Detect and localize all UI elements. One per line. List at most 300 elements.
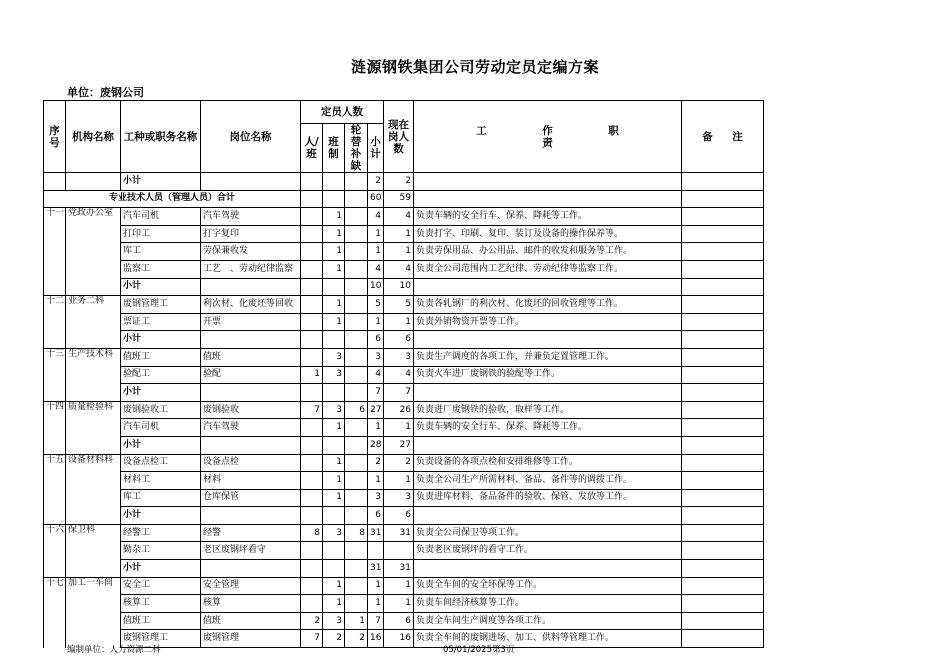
org-cell <box>66 542 121 560</box>
relief-cell <box>345 331 368 349</box>
org-cell: 质量检验科 <box>66 401 121 419</box>
table-row <box>44 348 764 366</box>
per-shift-cell <box>301 331 323 349</box>
remark-cell <box>682 313 764 331</box>
post-cell: 经警 <box>201 524 301 542</box>
seq-cell <box>44 331 66 349</box>
seq-cell: 十三 <box>44 348 66 366</box>
job-cell: 废钢管理工 <box>121 630 201 648</box>
post-cell <box>201 278 301 296</box>
post-cell: 材料 <box>201 472 301 490</box>
summary-label: 专业技术人员（管理人员）合计 <box>44 190 301 208</box>
seq-cell <box>44 560 66 578</box>
seq-cell <box>44 436 66 454</box>
duty-cell: 负责全车间的废钢进场、加工、供料等管理工作。 <box>414 630 682 648</box>
summary-row <box>44 190 764 208</box>
job-cell: 小计 <box>121 436 201 454</box>
remark-cell <box>682 507 764 525</box>
table-row <box>44 472 764 490</box>
footer-compiler: 编制单位：人力资源二科 <box>67 645 161 655</box>
table-row <box>44 524 764 542</box>
org-cell: 加工一车间 <box>66 577 121 595</box>
relief-cell <box>345 419 368 437</box>
post-cell: 核算 <box>201 595 301 613</box>
subtotal-cell: 10 <box>368 278 384 296</box>
org-cell <box>66 366 121 384</box>
post-cell: 汽车驾驶 <box>201 208 301 226</box>
subtotal-cell: 1 <box>368 577 384 595</box>
post-cell <box>201 331 301 349</box>
per-shift-cell <box>301 384 323 402</box>
remark-cell <box>682 401 764 419</box>
footer-date-page: 05/01/2025第3页 <box>443 645 515 655</box>
table-body <box>44 173 764 648</box>
header-post: 岗位名称 <box>201 101 301 173</box>
post-cell <box>201 384 301 402</box>
header-seq: 序号 <box>44 101 66 173</box>
remark-cell <box>682 612 764 630</box>
post-cell <box>201 560 301 578</box>
relief-cell: 8 <box>345 524 368 542</box>
org-cell <box>66 436 121 454</box>
job-cell: 小计 <box>121 331 201 349</box>
relief-cell <box>345 260 368 278</box>
header-quota: 定员人数 <box>301 101 384 124</box>
table-row <box>44 595 764 613</box>
table-row <box>44 489 764 507</box>
relief-cell <box>345 454 368 472</box>
job-cell: 票证工 <box>121 313 201 331</box>
remark-cell <box>682 225 764 243</box>
shift-cell <box>323 507 345 525</box>
shift-cell: 1 <box>323 296 345 314</box>
remark-cell <box>682 560 764 578</box>
post-cell: 工艺 、劳动纪律监察 <box>201 260 301 278</box>
per-shift-cell <box>301 436 323 454</box>
header-remark-char: 注 <box>732 130 743 143</box>
per-shift-cell <box>301 260 323 278</box>
post-cell: 废钢管理 <box>201 630 301 648</box>
post-cell: 安全管理 <box>201 577 301 595</box>
post-cell: 打字复印 <box>201 225 301 243</box>
current-cell: 26 <box>384 401 414 419</box>
current-cell: 4 <box>384 260 414 278</box>
post-cell <box>201 507 301 525</box>
duty-cell: 负责全公司保卫等项工作。 <box>414 524 682 542</box>
subtotal-cell: 3 <box>368 348 384 366</box>
current-cell: 2 <box>384 454 414 472</box>
per-shift-cell: 2 <box>301 612 323 630</box>
subtotal-cell: 31 <box>368 524 384 542</box>
seq-cell <box>44 489 66 507</box>
job-cell: 值班工 <box>121 348 201 366</box>
shift-cell <box>323 542 345 560</box>
remark-cell <box>682 296 764 314</box>
job-cell: 核算工 <box>121 595 201 613</box>
current-cell: 6 <box>384 331 414 349</box>
duty-cell: 负责打字、印刷、复印、装订及设备的操作保养等。 <box>414 225 682 243</box>
header-org: 机构名称 <box>66 101 121 173</box>
current-cell: 1 <box>384 313 414 331</box>
shift-cell: 1 <box>323 577 345 595</box>
per-shift-cell: 8 <box>301 524 323 542</box>
current-cell: 1 <box>384 419 414 437</box>
org-cell <box>66 243 121 261</box>
shift-cell: 3 <box>323 612 345 630</box>
current-cell <box>384 542 414 560</box>
seq-cell: 十七 <box>44 577 66 595</box>
relief-cell <box>345 560 368 578</box>
per-shift-cell <box>301 173 323 191</box>
current-cell: 7 <box>384 384 414 402</box>
current-cell: 4 <box>384 208 414 226</box>
current-cell: 5 <box>384 296 414 314</box>
subtotal-cell: 5 <box>368 296 384 314</box>
remark-cell <box>682 595 764 613</box>
current-cell: 59 <box>384 190 414 208</box>
duty-cell: 负责车辆的安全行车、保养、降耗等工作。 <box>414 208 682 226</box>
duty-cell <box>414 436 682 454</box>
shift-cell: 3 <box>323 401 345 419</box>
subtotal-cell: 1 <box>368 595 384 613</box>
job-cell: 小计 <box>121 560 201 578</box>
remark-cell <box>682 208 764 226</box>
current-cell: 27 <box>384 436 414 454</box>
table-row <box>44 401 764 419</box>
post-cell: 开票 <box>201 313 301 331</box>
duty-cell <box>414 173 682 191</box>
header-shift: 班制 <box>323 124 345 173</box>
post-cell: 值班 <box>201 612 301 630</box>
seq-cell <box>44 366 66 384</box>
unit-label: 单位：废钢公司 <box>67 86 144 99</box>
seq-cell <box>44 630 66 648</box>
post-cell: 利次材、化废坯等回收 <box>201 296 301 314</box>
shift-cell: 3 <box>323 366 345 384</box>
seq-cell <box>44 260 66 278</box>
subtotal-cell: 4 <box>368 366 384 384</box>
relief-cell: 2 <box>345 630 368 648</box>
subtotal-row <box>44 278 764 296</box>
remark-cell <box>682 436 764 454</box>
per-shift-cell: 1 <box>301 366 323 384</box>
job-cell: 勤杂工 <box>121 542 201 560</box>
remark-cell <box>682 454 764 472</box>
shift-cell: 3 <box>323 524 345 542</box>
org-cell <box>66 278 121 296</box>
subtotal-cell: 7 <box>368 384 384 402</box>
per-shift-cell <box>301 313 323 331</box>
post-cell <box>201 436 301 454</box>
shift-cell: 1 <box>323 225 345 243</box>
relief-cell <box>345 173 368 191</box>
table-row <box>44 366 764 384</box>
subtotal-row <box>44 384 764 402</box>
header-duty-char: 工 <box>476 124 487 137</box>
subtotal-cell: 60 <box>368 190 384 208</box>
current-cell: 10 <box>384 278 414 296</box>
subtotal-cell: 1 <box>368 313 384 331</box>
seq-cell <box>44 419 66 437</box>
duty-cell: 负责进厂废钢铁的验收，取样等工作。 <box>414 401 682 419</box>
current-cell: 3 <box>384 348 414 366</box>
current-cell: 6 <box>384 507 414 525</box>
remark-cell <box>682 173 764 191</box>
current-cell: 16 <box>384 630 414 648</box>
duty-cell: 负责车辆的安全行车、保养、降耗等工作。 <box>414 419 682 437</box>
shift-cell: 1 <box>323 595 345 613</box>
seq-cell <box>44 507 66 525</box>
shift-cell <box>323 173 345 191</box>
subtotal-cell: 6 <box>368 331 384 349</box>
current-cell: 3 <box>384 489 414 507</box>
remark-cell <box>682 489 764 507</box>
job-cell: 设备点检工 <box>121 454 201 472</box>
post-cell: 老区废钢坪看守 <box>201 542 301 560</box>
relief-cell: 6 <box>345 401 368 419</box>
duty-cell: 负责全车间的安全环保等工作。 <box>414 577 682 595</box>
seq-cell: 十一 <box>44 208 66 226</box>
org-cell <box>66 472 121 490</box>
per-shift-cell <box>301 454 323 472</box>
remark-cell <box>682 243 764 261</box>
duty-cell <box>414 507 682 525</box>
shift-cell: 1 <box>323 313 345 331</box>
current-cell: 6 <box>384 612 414 630</box>
shift-cell <box>323 384 345 402</box>
org-cell <box>66 260 121 278</box>
duty-cell <box>414 560 682 578</box>
header-per-shift: 人/班 <box>301 124 323 173</box>
job-cell: 打印工 <box>121 225 201 243</box>
duty-cell: 负责各轧钢厂的利次材、化废坯的回收管理等工作。 <box>414 296 682 314</box>
duty-cell <box>414 331 682 349</box>
relief-cell <box>345 577 368 595</box>
job-cell: 小计 <box>121 384 201 402</box>
per-shift-cell <box>301 507 323 525</box>
table-row <box>44 296 764 314</box>
subtotal-cell: 3 <box>368 489 384 507</box>
staffing-table <box>43 100 764 648</box>
seq-cell <box>44 173 66 191</box>
subtotal-cell: 28 <box>368 436 384 454</box>
per-shift-cell <box>301 225 323 243</box>
job-cell: 验配工 <box>121 366 201 384</box>
remark-cell <box>682 524 764 542</box>
duty-cell: 负责外销物资开票等工作。 <box>414 313 682 331</box>
table-row <box>44 577 764 595</box>
per-shift-cell: 7 <box>301 401 323 419</box>
header-job: 工种或职务名称 <box>121 101 201 173</box>
table-row <box>44 208 764 226</box>
shift-cell: 1 <box>323 472 345 490</box>
relief-cell <box>345 243 368 261</box>
shift-cell: 3 <box>323 348 345 366</box>
per-shift-cell <box>301 243 323 261</box>
subtotal-cell: 1 <box>368 225 384 243</box>
subtotal-cell: 31 <box>368 560 384 578</box>
header-remark-char: 备 <box>702 130 713 143</box>
current-cell: 31 <box>384 524 414 542</box>
seq-cell <box>44 542 66 560</box>
shift-cell: 1 <box>323 454 345 472</box>
relief-cell: 1 <box>345 612 368 630</box>
relief-cell <box>345 472 368 490</box>
subtotal-cell: 2 <box>368 454 384 472</box>
subtotal-row <box>44 173 764 191</box>
relief-cell <box>345 542 368 560</box>
seq-cell: 十二 <box>44 296 66 314</box>
empty-cell <box>301 190 323 208</box>
duty-cell <box>414 278 682 296</box>
relief-cell <box>345 208 368 226</box>
subtotal-row <box>44 436 764 454</box>
relief-cell <box>345 225 368 243</box>
per-shift-cell <box>301 542 323 560</box>
shift-cell: 1 <box>323 243 345 261</box>
subtotal-row <box>44 560 764 578</box>
org-cell <box>66 560 121 578</box>
job-cell: 废钢验收工 <box>121 401 201 419</box>
current-cell: 1 <box>384 472 414 490</box>
duty-cell: 负责全公司范围内工艺纪律、劳动纪律等监察工作。 <box>414 260 682 278</box>
duty-cell: 负责生产调度的各项工作，并兼负定置管理工作。 <box>414 348 682 366</box>
seq-cell <box>44 612 66 630</box>
job-cell: 小计 <box>121 507 201 525</box>
seq-cell <box>44 472 66 490</box>
duty-cell: 负责劳保用品、办公用品、邮件的收发和服务等工作。 <box>414 243 682 261</box>
subtotal-cell: 1 <box>368 243 384 261</box>
org-cell <box>66 313 121 331</box>
org-cell <box>66 489 121 507</box>
shift-cell <box>323 278 345 296</box>
seq-cell <box>44 384 66 402</box>
subtotal-cell <box>368 542 384 560</box>
org-cell: 设备材料科 <box>66 454 121 472</box>
per-shift-cell: 7 <box>301 630 323 648</box>
header-duty-char: 作 <box>542 124 553 137</box>
remark-cell <box>682 260 764 278</box>
remark-cell <box>682 190 764 208</box>
job-cell: 汽车司机 <box>121 419 201 437</box>
header-relief: 轮替补缺 <box>345 124 368 173</box>
duty-cell: 负责全车间生产调度等各项工作。 <box>414 612 682 630</box>
header-current: 现在岗人数 <box>384 101 414 173</box>
header-subtotal: 小计 <box>368 124 384 173</box>
duty-cell: 负责老区废钢坪的看守工作。 <box>414 542 682 560</box>
relief-cell <box>345 366 368 384</box>
relief-cell <box>345 436 368 454</box>
relief-cell <box>345 278 368 296</box>
table-row <box>44 542 764 560</box>
duty-cell: 负责进库材料、备品备件的验收、保管、发放等工作。 <box>414 489 682 507</box>
org-cell: 生产技术科 <box>66 348 121 366</box>
subtotal-row <box>44 507 764 525</box>
seq-cell <box>44 313 66 331</box>
current-cell: 4 <box>384 366 414 384</box>
post-cell: 验配 <box>201 366 301 384</box>
shift-cell: 1 <box>323 419 345 437</box>
remark-cell <box>682 472 764 490</box>
per-shift-cell <box>301 348 323 366</box>
table-row <box>44 313 764 331</box>
org-cell <box>66 419 121 437</box>
post-cell: 设备点检 <box>201 454 301 472</box>
job-cell: 小计 <box>121 173 201 191</box>
seq-cell: 十五 <box>44 454 66 472</box>
per-shift-cell <box>301 489 323 507</box>
org-cell: 保卫科 <box>66 524 121 542</box>
relief-cell <box>345 595 368 613</box>
relief-cell <box>345 348 368 366</box>
org-cell <box>66 331 121 349</box>
per-shift-cell <box>301 472 323 490</box>
duty-cell: 负责设备的各项点检和安排维修等工作。 <box>414 454 682 472</box>
table-row <box>44 260 764 278</box>
seq-cell <box>44 595 66 613</box>
job-cell: 废钢管理工 <box>121 296 201 314</box>
org-cell: 业务二科 <box>66 296 121 314</box>
subtotal-cell: 7 <box>368 612 384 630</box>
relief-cell <box>345 384 368 402</box>
subtotal-row <box>44 331 764 349</box>
subtotal-cell: 1 <box>368 419 384 437</box>
subtotal-cell: 6 <box>368 507 384 525</box>
subtotal-cell: 4 <box>368 208 384 226</box>
current-cell: 1 <box>384 577 414 595</box>
remark-cell <box>682 384 764 402</box>
job-cell: 汽车司机 <box>121 208 201 226</box>
remark-cell <box>682 366 764 384</box>
header-duty <box>414 101 682 173</box>
per-shift-cell <box>301 278 323 296</box>
remark-cell <box>682 630 764 648</box>
org-cell <box>66 225 121 243</box>
shift-cell: 1 <box>323 208 345 226</box>
duty-cell: 负责火车进厂废钢铁的验配等工作。 <box>414 366 682 384</box>
shift-cell: 1 <box>323 489 345 507</box>
job-cell: 库工 <box>121 243 201 261</box>
seq-cell <box>44 243 66 261</box>
per-shift-cell <box>301 419 323 437</box>
shift-cell <box>323 331 345 349</box>
duty-cell: 负责车间经济核算等工作。 <box>414 595 682 613</box>
job-cell: 经警工 <box>121 524 201 542</box>
seq-cell <box>44 225 66 243</box>
remark-cell <box>682 419 764 437</box>
seq-cell: 十四 <box>44 401 66 419</box>
job-cell: 材料工 <box>121 472 201 490</box>
current-cell: 1 <box>384 595 414 613</box>
remark-cell <box>682 348 764 366</box>
empty-cell <box>323 190 345 208</box>
duty-cell: 负责全公司生产所需材料、备品、备件等的调拨工作。 <box>414 472 682 490</box>
org-cell <box>66 507 121 525</box>
shift-cell: 2 <box>323 630 345 648</box>
relief-cell <box>345 296 368 314</box>
table-row <box>44 612 764 630</box>
remark-cell <box>682 542 764 560</box>
header-remark <box>682 101 764 173</box>
per-shift-cell <box>301 208 323 226</box>
remark-cell <box>682 278 764 296</box>
table-row <box>44 454 764 472</box>
subtotal-cell: 27 <box>368 401 384 419</box>
document-title: 涟源钢铁集团公司劳动定员定编方案 <box>350 58 599 76</box>
job-cell: 小计 <box>121 278 201 296</box>
current-cell: 2 <box>384 173 414 191</box>
table-row <box>44 225 764 243</box>
